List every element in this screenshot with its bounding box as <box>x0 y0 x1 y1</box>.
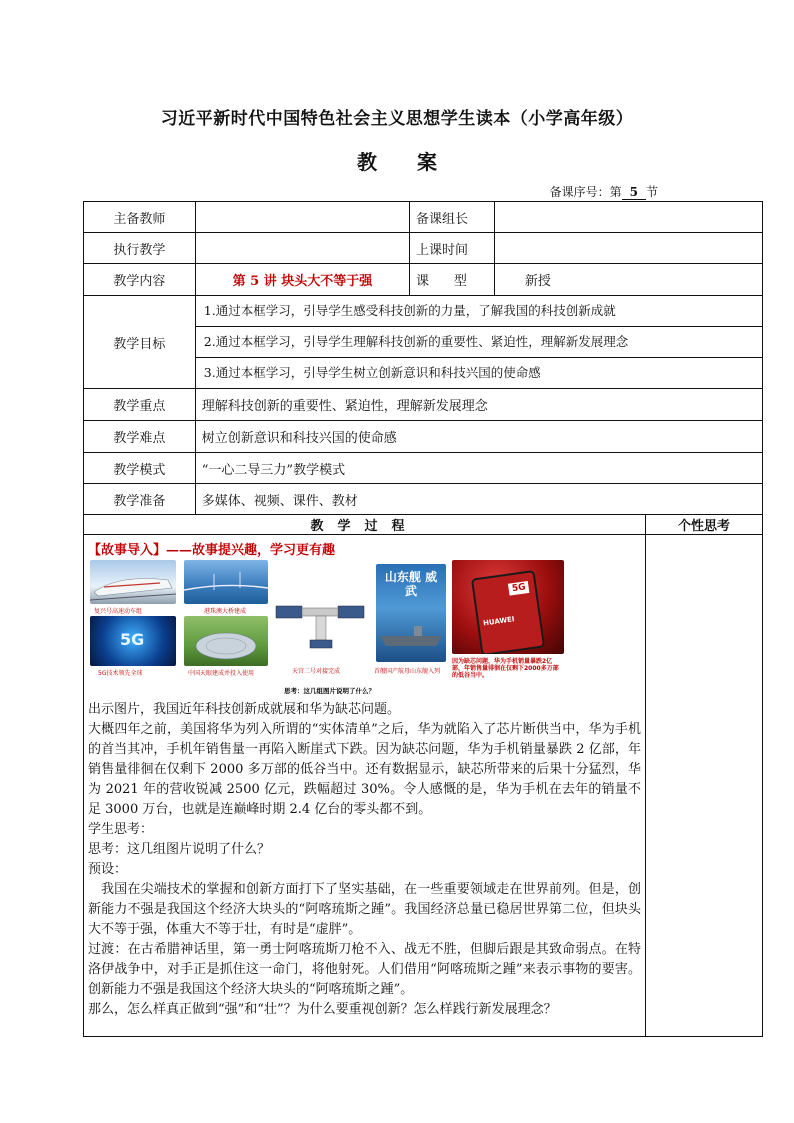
paragraph: 过渡：在古希腊神话里，第一勇士阿喀琉斯刀枪不入、战无不胜，但脚后跟是其致命弱点。在特洛伊战争中，对手正是抓住这一命门，将他射死。人们借用“阿喀琉斯之踵”来表示事物的要害。创新能力不强是我国这个经济大块头的“阿喀琉斯之踵”。 <box>88 942 642 997</box>
lesson-prefix: 备课序号：第 <box>549 185 622 199</box>
image-collage <box>88 560 641 700</box>
network-image <box>90 616 176 666</box>
5g-badge: 5G <box>508 581 529 596</box>
lesson-number: 5 <box>622 185 646 200</box>
row-goals <box>84 296 763 389</box>
train-caption: 复兴号高速动车组 <box>94 608 143 615</box>
difficulties-label: 教学难点 <box>84 421 196 453</box>
space-station-icon <box>272 584 368 656</box>
row-prep <box>84 484 763 515</box>
station-caption: 天宫二号对接完成 <box>292 668 341 675</box>
process-content <box>84 535 646 1037</box>
lesson-suffix: 节 <box>645 185 658 199</box>
carrier-image <box>376 564 446 662</box>
process-header: 教学过程 <box>84 515 646 535</box>
goals-label: 教学目标 <box>84 296 196 389</box>
huawei-brand: HUAWEI <box>482 615 516 628</box>
group-leader-label: 备课组长 <box>410 202 495 233</box>
telescope-image <box>184 616 268 666</box>
content-value: 第 5 讲 块头大不等于强 <box>195 264 409 296</box>
row-process-header <box>84 515 763 535</box>
row-key-points <box>84 389 763 421</box>
huawei-image <box>452 560 564 654</box>
carrier-icon <box>376 564 446 662</box>
paragraph: 我国在尖端技术的掌握和创新方面打下了坚实基础，在一些重要领域走在世界前列。但是，创新能力不强是我国这个经济大块头的“阿喀琉斯之踵”。我国经济总量已稳居世界第二位，但块头大不等于强，体重大不等于壮，有时是“虚胖”。 <box>88 882 642 937</box>
huawei-caption: 因为缺芯问题，华为手机销量暴跌2亿部，年销售量徘徊在仅剩下2000多万部的低谷当中。 <box>452 658 559 679</box>
lesson-plan-table <box>83 201 763 1037</box>
paragraph: 出示图片，我国近年科技创新成就展和华为缺芯问题。 <box>88 702 401 717</box>
type-label: 课 型 <box>410 264 495 296</box>
reflection-field[interactable] <box>646 535 763 1037</box>
row-mode <box>84 453 763 484</box>
goal-item: 3.通过本框学习，引导学生树立创新意识和科技兴国的使命感 <box>203 365 541 380</box>
prep-value: 多媒体、视频、课件、教材 <box>195 484 762 515</box>
phone-shape <box>471 570 545 654</box>
paragraph: 那么，怎么样真正做到“强”和“壮”？为什么要重视创新？怎么样践行新发展理念？ <box>88 1002 557 1017</box>
document-subtitle: 教案 <box>357 150 477 174</box>
reflection-header: 个性思考 <box>646 515 763 535</box>
carrier-caption: 首艘国产航母山东舰入列 <box>374 668 441 675</box>
key-points-label: 教学重点 <box>84 389 196 421</box>
station-image <box>272 584 368 656</box>
story-title: 【故事导入】——故事提兴趣，学习更有趣 <box>88 543 336 558</box>
lesson-number-line <box>550 183 658 200</box>
goal-item: 2.通过本框学习，引导学生理解科技创新的重要性、紧迫性，理解新发展理念 <box>196 327 762 358</box>
row-content <box>84 264 763 296</box>
paragraph: 大概四年之前，美国将华为列入所谓的“实体清单”之后，华为就陷入了芯片断供当中，华为手机的首当其冲，手机年销售量一再陷入断崖式下跌。因为缺芯问题，华为手机销量暴跌 2 亿部，年销售量徘徊在仅剩下 2000 多万部的低谷当中。还有数据显示，缺芯所带来的后果十分猛烈，华为 2021 年的营收锐减 2500 亿元，跌幅超过 30%。令人感慨的是，华为手机在去年的销量不足 3000 万台，也就是连巅峰时期 2.4 亿台的零头都不到。 <box>88 722 642 817</box>
row-exec <box>84 233 763 264</box>
carrier-text: 山东舰 威武 <box>384 570 438 598</box>
goal-item: 1.通过本框学习，引导学生感受科技创新的力量，了解我国的科技创新成就 <box>196 296 762 327</box>
exec-field[interactable] <box>195 233 409 264</box>
paragraph: 思考：这几组图片说明了什么？ <box>88 842 271 857</box>
prep-label: 教学准备 <box>84 484 196 515</box>
image-think-caption: 思考：这几组图片说明了什么？ <box>284 687 375 695</box>
mode-label: 教学模式 <box>84 453 196 484</box>
bridge-icon <box>184 560 268 604</box>
exec-label: 执行教学 <box>84 233 196 264</box>
telescope-caption: 中国天眼建成并投入使用 <box>188 670 255 677</box>
content-label: 教学内容 <box>84 264 196 296</box>
group-leader-field[interactable] <box>494 202 762 233</box>
type-value: 新授 <box>494 264 762 296</box>
class-time-label: 上课时间 <box>410 233 495 264</box>
difficulties-value: 树立创新意识和科技兴国的使命感 <box>195 421 762 453</box>
key-points-value: 理解科技创新的重要性、紧迫性，理解新发展理念 <box>195 389 762 421</box>
class-time-field[interactable] <box>494 233 762 264</box>
train-image <box>90 560 176 604</box>
goals-list <box>195 296 762 389</box>
bridge-caption: 港珠澳大桥建成 <box>204 608 247 615</box>
paragraph: 预设： <box>88 862 128 877</box>
row-teacher <box>84 202 763 233</box>
bridge-image <box>184 560 268 604</box>
train-icon <box>90 560 176 604</box>
network-5g-icon: 5G <box>120 630 145 649</box>
telescope-icon <box>184 616 268 666</box>
main-teacher-label: 主备教师 <box>84 202 196 233</box>
network-caption: 5G技术领先全球 <box>98 670 143 677</box>
row-difficulties <box>84 421 763 453</box>
document-title: 习近平新时代中国特色社会主义思想学生读本（小学高年级） <box>160 109 634 129</box>
paragraph: 学生思考： <box>88 822 154 837</box>
mode-value: “一心二导三力”教学模式 <box>195 453 762 484</box>
row-process-body <box>84 535 763 1037</box>
main-teacher-field[interactable] <box>195 202 409 233</box>
